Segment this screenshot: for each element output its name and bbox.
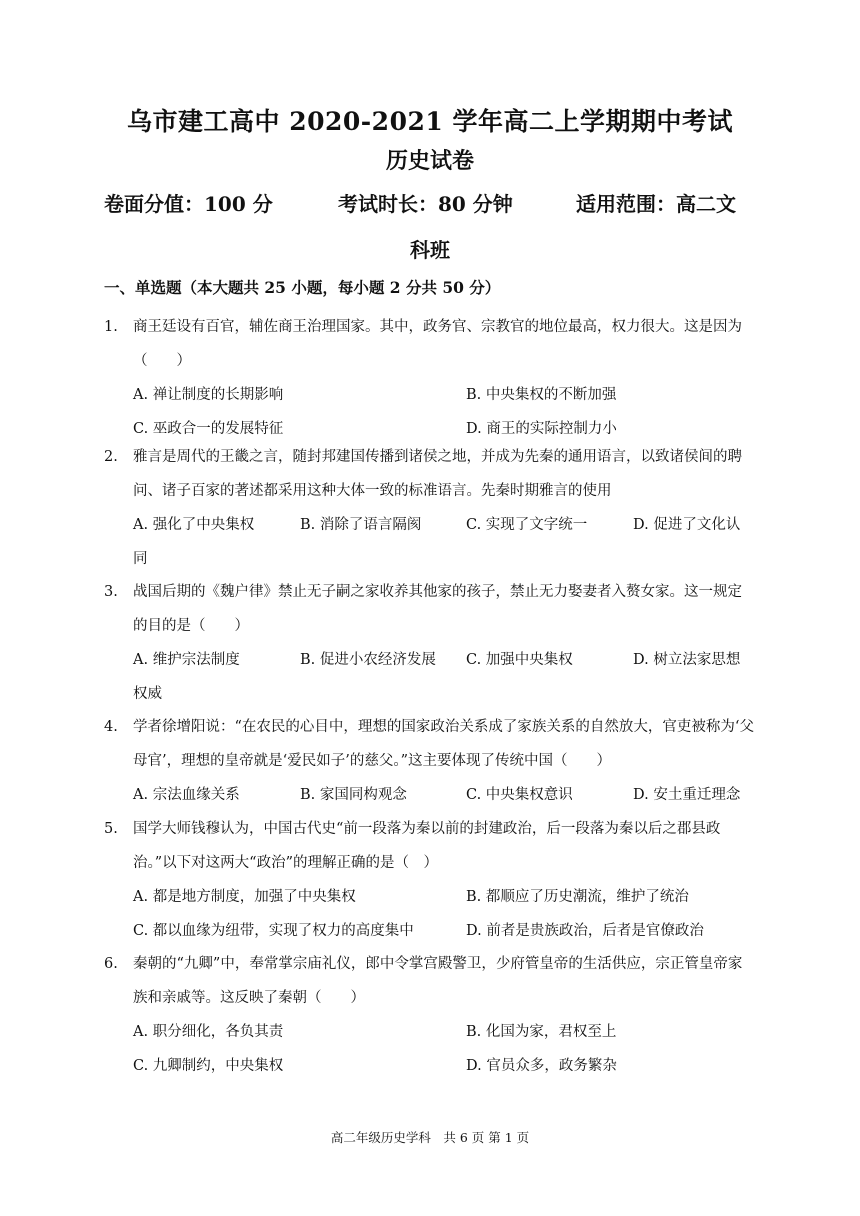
options-row [133,778,756,812]
options-row [133,880,756,914]
options-row [133,1015,756,1049]
option-d: D. 树立法家思想 [633,652,741,668]
question-stem: 战国后期的《魏户律》禁止无子嗣之家收养其他家的孩子，禁止无力娶妻者入赘女家。这一规定的目的是（ ） [133,584,742,634]
option-d: D. 官员众多，政务繁杂 [466,1058,617,1074]
option-b: B. 促进小农经济发展 [300,652,436,668]
options-row [133,643,756,677]
exam-subtitle: 历史试卷 [385,148,474,174]
option-a: A. 宗法血缘关系 [133,787,240,803]
page-footer: 高二年级历史学科 共 6 页 第 1 页 [330,1130,530,1145]
option-d: D. 前者是贵族政治，后者是官僚政治 [466,923,704,939]
section-title: 一、单选题（本大题共 25 小题，每小题 2 分共 50 分） [104,278,501,297]
options-row [133,914,756,948]
question-number: 4. [104,719,118,735]
question-stem: 商王廷设有百官，辅佐商王治理国家。其中，政务官、宗教官的地位最高，权力很大。这是因为（ ） [133,319,742,369]
option-wrap-text: 权威 [133,686,162,702]
option-b: B. 都顺应了历史潮流，维护了统治 [466,889,689,905]
option-wrap-text: 同 [133,551,148,567]
options-row [133,378,756,412]
question-1 [104,310,756,446]
question-stem: 雅言是周代的王畿之言，随封邦建国传播到诸侯之地，并成为先秦的通用语言，以致诸侯间的聘问、诸子百家的著述都采用这种大体一致的标准语言。先秦时期雅言的使用 [133,449,742,499]
question-stem: 国学大师钱穆认为，中国古代史“前一段落为秦以前的封建政治，后一段落为秦以后之郡县政治。”以下对这两大“政治”的理解正确的是（ ） [133,821,721,871]
duration-info: 考试时长：80 分钟 [338,192,513,216]
option-c: C. 都以血缘为纽带，实现了权力的高度集中 [133,923,414,939]
option-d: D. 商王的实际控制力小 [466,421,617,437]
question-number: 6. [104,956,118,972]
option-c: C. 巫政合一的发展特征 [133,421,284,437]
question-2 [104,440,756,576]
option-a: A. 禅让制度的长期影响 [133,387,284,403]
options-row [133,1049,756,1083]
question-4 [104,710,756,812]
exam-title: 乌市建工高中 2020-2021 学年高二上学期期中考试 [127,107,733,136]
question-stem: 秦朝的“九卿”中，奉常掌宗庙礼仪，郎中令掌宫殿警卫，少府管皇帝的生活供应，宗正管皇帝家族和亲戚等。这反映了秦朝（ ） [133,956,743,1006]
option-c: C. 九卿制约，中央集权 [133,1058,284,1074]
question-number: 5. [104,821,118,837]
option-c: C. 加强中央集权 [466,652,573,668]
question-5 [104,812,756,948]
option-b: B. 化国为家，君权至上 [466,1024,617,1040]
scope-info-continued: 科班 [410,238,450,262]
question-number: 1. [104,319,118,335]
option-a: A. 职分细化，各负其责 [133,1024,284,1040]
option-a: A. 都是地方制度，加强了中央集权 [133,889,356,905]
option-a: A. 强化了中央集权 [133,517,255,533]
options-row [133,508,756,542]
option-a: A. 维护宗法制度 [133,652,240,668]
option-b: B. 中央集权的不断加强 [466,387,617,403]
question-3 [104,575,756,711]
question-number: 3. [104,584,118,600]
question-6 [104,947,756,1083]
option-c: C. 中央集权意识 [466,787,573,803]
scope-info: 适用范围：高二文 [576,192,736,216]
question-number: 2. [104,449,118,465]
option-b: B. 消除了语言隔阂 [300,517,422,533]
score-info: 卷面分值：100 分 [104,192,273,216]
option-d: D. 安土重迁理念 [633,787,741,803]
option-d: D. 促进了文化认 [633,517,741,533]
option-b: B. 家国同构观念 [300,787,407,803]
option-c: C. 实现了文字统一 [466,517,588,533]
question-stem: 学者徐增阳说：“在农民的心目中，理想的国家政治关系成了家族关系的自然放大，官吏被称为‘父母官’，理想的皇帝就是‘爱民如子’的慈父。”这主要体现了传统中国（ ） [133,719,755,769]
